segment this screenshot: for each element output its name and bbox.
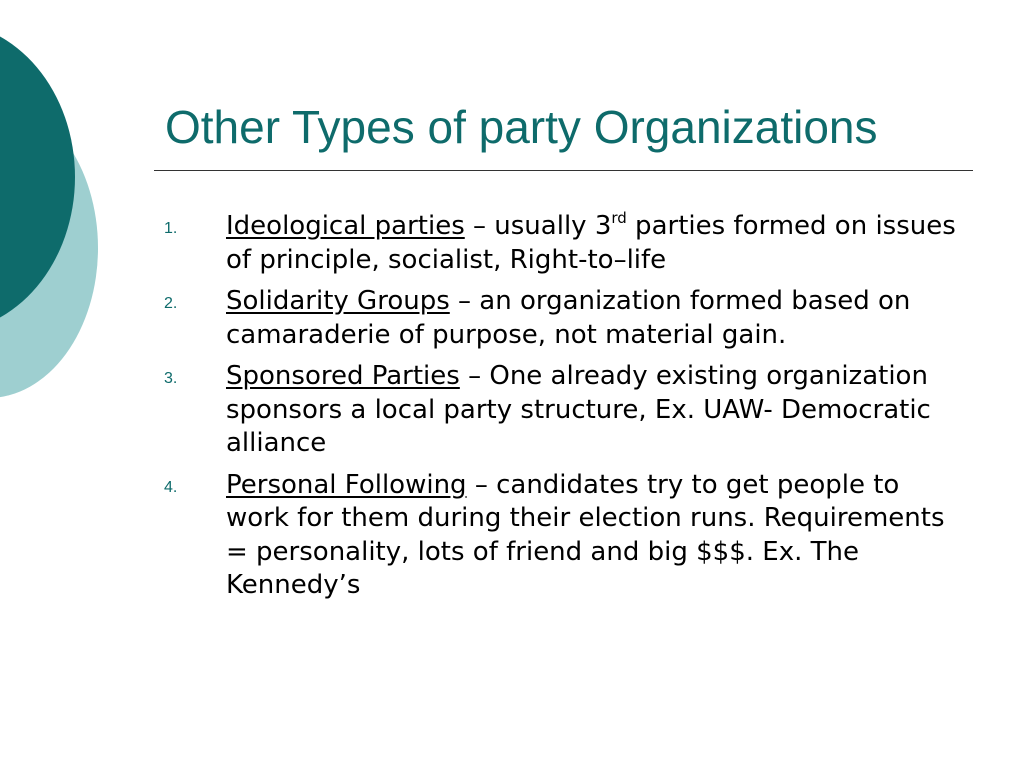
list-item-ideological-parties: [160, 210, 970, 277]
item-text-continued: parties formed on issues of principle, socialist, Right-to–life: [226, 211, 956, 275]
slide-title: Other Types of party Organizations: [165, 101, 878, 153]
term-solidarity-groups: Solidarity Groups: [226, 286, 450, 316]
list-number: 3.: [164, 370, 178, 387]
list-item-solidarity-groups: [160, 285, 970, 352]
list-number: 4.: [164, 478, 178, 496]
list-item-personal-following: [160, 469, 970, 603]
list-item-sponsored-parties: [160, 360, 970, 461]
term-personal-following: Personal Following: [226, 469, 467, 500]
term-ideological-parties: Ideological parties: [226, 211, 465, 241]
organization-types-list: [160, 210, 970, 611]
title-divider: [154, 170, 973, 171]
list-number: 1.: [164, 220, 178, 237]
term-sponsored-parties: Sponsored Parties: [226, 361, 460, 391]
ordinal-superscript: rd: [611, 209, 627, 227]
item-text: – One already existing organization sponsors a local party structure, Ex. UAW- Democratic alliance: [226, 361, 931, 458]
item-text: – usually 3: [464, 211, 612, 241]
item-text: – candidates try to get people to work for them during their election runs. Requirements = personality, lots of friend and big $$$. Ex. The Kennedy’s: [226, 469, 945, 600]
list-number: 2.: [164, 295, 178, 312]
item-text: – an organization formed based on camaraderie of purpose, not material gain.: [226, 286, 911, 350]
